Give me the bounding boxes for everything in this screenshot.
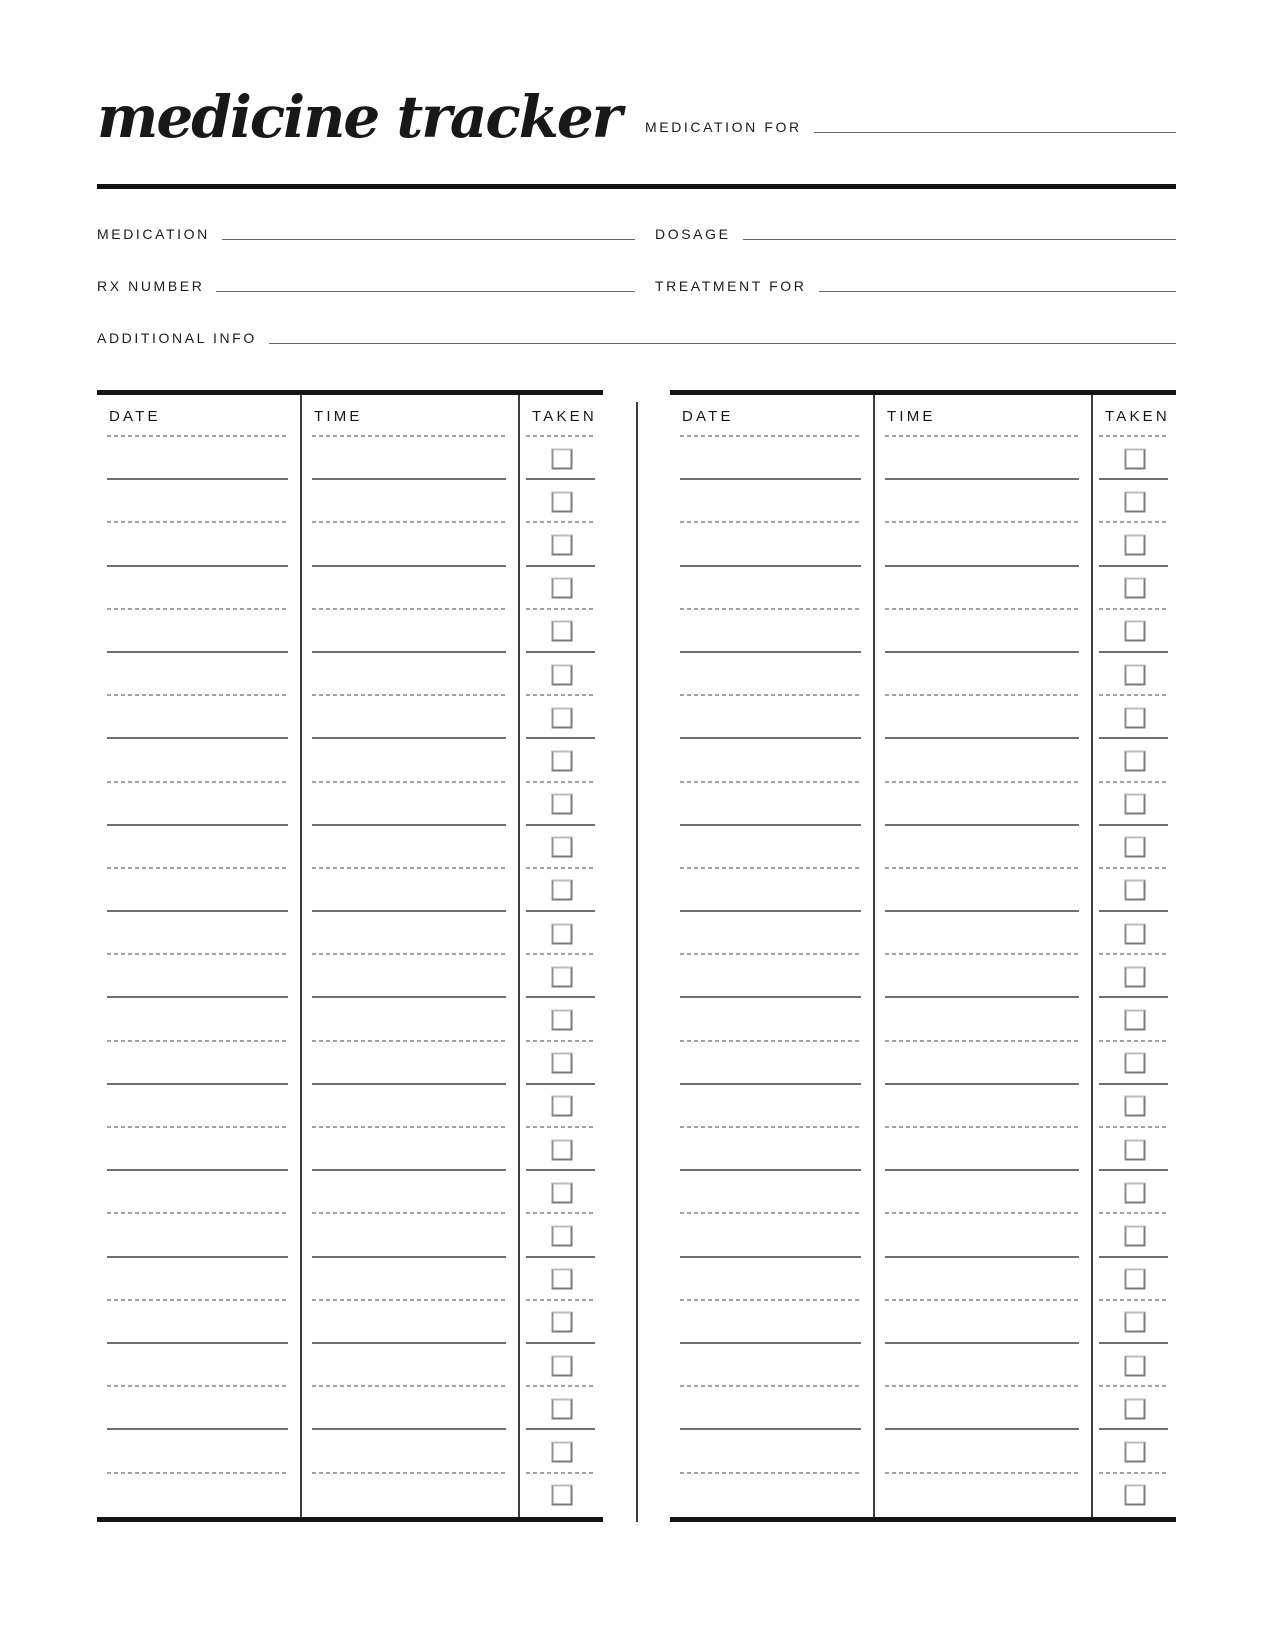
log-row: [670, 1344, 1176, 1387]
time-input-cell[interactable]: [875, 998, 1093, 1041]
taken-checkbox[interactable]: [551, 448, 572, 469]
taken-checkbox[interactable]: [1124, 1355, 1145, 1376]
log-row: [670, 1214, 1176, 1257]
taken-cell: [520, 783, 603, 826]
date-input-cell[interactable]: [670, 437, 875, 480]
log-row: [670, 998, 1176, 1041]
taken-cell: [520, 567, 603, 610]
log-row: [97, 783, 603, 826]
taken-cell: [520, 1214, 603, 1257]
date-input-cell[interactable]: [670, 869, 875, 912]
taken-cell: [1093, 1474, 1176, 1517]
log-row: [97, 1474, 603, 1517]
date-input-cell[interactable]: [670, 1085, 875, 1128]
treatment-for-label: TREATMENT FOR: [655, 278, 807, 294]
taken-checkbox[interactable]: [551, 1010, 572, 1031]
date-input-cell[interactable]: [97, 1258, 302, 1301]
taken-checkbox[interactable]: [1124, 794, 1145, 815]
taken-checkbox[interactable]: [1124, 448, 1145, 469]
date-input-cell[interactable]: [97, 1171, 302, 1214]
date-input-cell[interactable]: [670, 1128, 875, 1171]
taken-cell: [1093, 1085, 1176, 1128]
taken-cell: [520, 1387, 603, 1430]
column-header-time: TIME: [302, 395, 520, 437]
table-body: [670, 437, 1176, 1517]
taken-checkbox[interactable]: [551, 1355, 572, 1376]
log-row: [670, 480, 1176, 523]
time-input-cell[interactable]: [875, 1128, 1093, 1171]
time-input-cell[interactable]: [302, 1214, 520, 1257]
taken-checkbox[interactable]: [551, 578, 572, 599]
date-input-cell[interactable]: [670, 955, 875, 998]
taken-checkbox[interactable]: [551, 534, 572, 555]
write-in-line: [885, 1515, 1079, 1517]
taken-checkbox[interactable]: [1124, 1398, 1145, 1419]
time-input-cell[interactable]: [302, 1258, 520, 1301]
taken-cell: [520, 480, 603, 523]
time-input-cell[interactable]: [875, 739, 1093, 782]
taken-cell: [520, 523, 603, 566]
log-row: [670, 567, 1176, 610]
log-row: [97, 1042, 603, 1085]
taken-checkbox[interactable]: [1124, 664, 1145, 685]
log-row: [97, 1258, 603, 1301]
taken-cell: [520, 1301, 603, 1344]
taken-cell: [1093, 1301, 1176, 1344]
medication-for-label: MEDICATION FOR: [645, 119, 802, 135]
time-input-cell[interactable]: [875, 1430, 1093, 1473]
log-row: [97, 1171, 603, 1214]
log-row: [670, 437, 1176, 480]
time-input-cell[interactable]: [875, 1344, 1093, 1387]
taken-cell: [1093, 523, 1176, 566]
taken-cell: [520, 653, 603, 696]
additional-info-field: [97, 293, 1176, 345]
taken-checkbox[interactable]: [1124, 1312, 1145, 1333]
taken-checkbox[interactable]: [551, 1139, 572, 1160]
log-row: [670, 739, 1176, 782]
write-in-line: [680, 1515, 861, 1517]
date-input-cell[interactable]: [670, 1474, 875, 1517]
date-input-cell[interactable]: [670, 1387, 875, 1430]
date-input-cell[interactable]: [670, 739, 875, 782]
taken-checkbox[interactable]: [1124, 837, 1145, 858]
taken-checkbox[interactable]: [1124, 923, 1145, 944]
taken-cell: [520, 826, 603, 869]
date-input-cell[interactable]: [670, 523, 875, 566]
taken-checkbox[interactable]: [551, 707, 572, 728]
taken-checkbox[interactable]: [551, 880, 572, 901]
date-input-cell[interactable]: [670, 826, 875, 869]
log-row: [670, 653, 1176, 696]
taken-cell: [520, 1042, 603, 1085]
taken-checkbox[interactable]: [1124, 1010, 1145, 1031]
table-gap: [603, 390, 670, 1522]
time-input-cell[interactable]: [875, 1214, 1093, 1257]
taken-cell: [1093, 1214, 1176, 1257]
write-in-line: [1099, 1515, 1168, 1517]
taken-checkbox[interactable]: [551, 491, 572, 512]
taken-cell: [520, 955, 603, 998]
date-input-cell[interactable]: [670, 912, 875, 955]
log-row: [670, 912, 1176, 955]
taken-cell: [520, 1128, 603, 1171]
log-row: [97, 1128, 603, 1171]
taken-cell: [520, 1474, 603, 1517]
time-input-cell[interactable]: [875, 523, 1093, 566]
taken-checkbox[interactable]: [1124, 1225, 1145, 1246]
date-input-cell[interactable]: [97, 1042, 302, 1085]
date-input-cell[interactable]: [97, 653, 302, 696]
time-input-cell[interactable]: [302, 1085, 520, 1128]
taken-cell: [520, 1258, 603, 1301]
log-row: [97, 1430, 603, 1473]
column-header-taken: TAKEN: [520, 395, 603, 437]
time-input-cell[interactable]: [302, 912, 520, 955]
time-input-cell[interactable]: [302, 955, 520, 998]
taken-cell: [1093, 653, 1176, 696]
column-header-taken: TAKEN: [1093, 395, 1176, 437]
time-input-cell[interactable]: [302, 480, 520, 523]
taken-checkbox[interactable]: [1124, 707, 1145, 728]
taken-cell: [520, 1344, 603, 1387]
column-header-date: DATE: [97, 395, 302, 437]
date-input-cell[interactable]: [670, 1171, 875, 1214]
time-input-cell[interactable]: [875, 826, 1093, 869]
taken-cell: [1093, 998, 1176, 1041]
page-title: medicine tracker: [97, 83, 621, 152]
log-row: [670, 1387, 1176, 1430]
taken-checkbox[interactable]: [1124, 1053, 1145, 1074]
taken-cell: [520, 1085, 603, 1128]
time-input-cell[interactable]: [302, 739, 520, 782]
taken-checkbox[interactable]: [551, 1269, 572, 1290]
date-input-cell[interactable]: [670, 1430, 875, 1473]
rx-number-input-line[interactable]: [216, 291, 635, 293]
log-row: [97, 739, 603, 782]
taken-cell: [1093, 610, 1176, 653]
time-input-cell[interactable]: [302, 1387, 520, 1430]
log-row: [97, 1085, 603, 1128]
log-row: [670, 1301, 1176, 1344]
taken-cell: [520, 1430, 603, 1473]
date-input-cell[interactable]: [97, 1301, 302, 1344]
dosage-label: DOSAGE: [655, 226, 731, 242]
time-input-cell[interactable]: [302, 1474, 520, 1517]
date-input-cell[interactable]: [670, 653, 875, 696]
taken-checkbox[interactable]: [551, 750, 572, 771]
date-input-cell[interactable]: [97, 1474, 302, 1517]
page-header: [97, 55, 1176, 150]
taken-checkbox[interactable]: [1124, 1441, 1145, 1462]
dosage-field: [655, 189, 1176, 241]
time-input-cell[interactable]: [302, 610, 520, 653]
date-input-cell[interactable]: [97, 1128, 302, 1171]
time-input-cell[interactable]: [875, 1042, 1093, 1085]
date-input-cell[interactable]: [670, 567, 875, 610]
taken-checkbox[interactable]: [551, 664, 572, 685]
date-input-cell[interactable]: [97, 1214, 302, 1257]
taken-cell: [520, 998, 603, 1041]
taken-checkbox[interactable]: [551, 1441, 572, 1462]
treatment-for-field: [655, 241, 1176, 293]
medication-input-line[interactable]: [222, 239, 635, 241]
log-row: [97, 567, 603, 610]
taken-checkbox[interactable]: [551, 1096, 572, 1117]
taken-checkbox[interactable]: [551, 621, 572, 642]
taken-checkbox[interactable]: [551, 1053, 572, 1074]
date-input-cell[interactable]: [97, 567, 302, 610]
time-input-cell[interactable]: [302, 1430, 520, 1473]
log-row: [97, 1301, 603, 1344]
time-input-cell[interactable]: [302, 1301, 520, 1344]
date-input-cell[interactable]: [97, 826, 302, 869]
time-input-cell[interactable]: [302, 523, 520, 566]
taken-checkbox[interactable]: [551, 923, 572, 944]
time-input-cell[interactable]: [875, 912, 1093, 955]
taken-cell: [1093, 1128, 1176, 1171]
time-input-cell[interactable]: [875, 610, 1093, 653]
log-row: [670, 696, 1176, 739]
taken-checkbox[interactable]: [551, 794, 572, 815]
taken-cell: [1093, 1387, 1176, 1430]
time-input-cell[interactable]: [875, 955, 1093, 998]
time-input-cell[interactable]: [875, 1474, 1093, 1517]
date-input-cell[interactable]: [97, 696, 302, 739]
taken-cell: [1093, 437, 1176, 480]
taken-checkbox[interactable]: [551, 1398, 572, 1419]
taken-cell: [1093, 869, 1176, 912]
table-header-row: [97, 395, 603, 437]
log-row: [97, 955, 603, 998]
date-input-cell[interactable]: [97, 480, 302, 523]
date-input-cell[interactable]: [97, 1430, 302, 1473]
medication-log-table-right: [670, 390, 1176, 1522]
date-input-cell[interactable]: [670, 1301, 875, 1344]
taken-checkbox[interactable]: [1124, 578, 1145, 599]
log-row: [97, 1214, 603, 1257]
log-row: [670, 783, 1176, 826]
log-row: [97, 998, 603, 1041]
medication-log-table-left: [97, 390, 603, 1522]
date-input-cell[interactable]: [670, 610, 875, 653]
date-input-cell[interactable]: [670, 696, 875, 739]
time-input-cell[interactable]: [875, 696, 1093, 739]
log-row: [97, 1387, 603, 1430]
rx-number-label: RX NUMBER: [97, 278, 205, 294]
log-row: [97, 826, 603, 869]
date-input-cell[interactable]: [97, 912, 302, 955]
time-input-cell[interactable]: [302, 783, 520, 826]
additional-info-input-line[interactable]: [269, 343, 1176, 345]
time-input-cell[interactable]: [302, 1344, 520, 1387]
time-input-cell[interactable]: [875, 1085, 1093, 1128]
log-row: [97, 696, 603, 739]
time-input-cell[interactable]: [302, 437, 520, 480]
write-in-line: [526, 1515, 595, 1517]
date-input-cell[interactable]: [670, 480, 875, 523]
table-body: [97, 437, 603, 1517]
log-row: [670, 1042, 1176, 1085]
time-input-cell[interactable]: [875, 437, 1093, 480]
taken-checkbox[interactable]: [1124, 880, 1145, 901]
log-row: [670, 610, 1176, 653]
taken-checkbox[interactable]: [1124, 1269, 1145, 1290]
time-input-cell[interactable]: [302, 696, 520, 739]
taken-checkbox[interactable]: [1124, 534, 1145, 555]
write-in-line: [312, 1515, 506, 1517]
write-in-line: [107, 1515, 288, 1517]
taken-checkbox[interactable]: [1124, 1485, 1145, 1506]
time-input-cell[interactable]: [302, 653, 520, 696]
date-input-cell[interactable]: [97, 998, 302, 1041]
taken-checkbox[interactable]: [551, 1485, 572, 1506]
taken-cell: [520, 739, 603, 782]
time-input-cell[interactable]: [875, 869, 1093, 912]
time-input-cell[interactable]: [875, 1387, 1093, 1430]
date-input-cell[interactable]: [97, 437, 302, 480]
taken-cell: [1093, 912, 1176, 955]
time-input-cell[interactable]: [875, 1301, 1093, 1344]
dosage-input-line[interactable]: [743, 239, 1176, 241]
log-row: [97, 653, 603, 696]
time-input-cell[interactable]: [302, 1042, 520, 1085]
taken-cell: [1093, 1430, 1176, 1473]
time-input-cell[interactable]: [302, 1128, 520, 1171]
time-input-cell[interactable]: [302, 826, 520, 869]
taken-cell: [1093, 1042, 1176, 1085]
medication-for-input-line[interactable]: [814, 132, 1176, 134]
taken-checkbox[interactable]: [551, 1225, 572, 1246]
taken-cell: [520, 696, 603, 739]
log-row: [670, 1430, 1176, 1473]
log-row: [97, 869, 603, 912]
date-input-cell[interactable]: [97, 955, 302, 998]
taken-cell: [520, 912, 603, 955]
date-input-cell[interactable]: [97, 523, 302, 566]
column-header-time: TIME: [875, 395, 1093, 437]
taken-checkbox[interactable]: [1124, 750, 1145, 771]
taken-checkbox[interactable]: [1124, 1096, 1145, 1117]
time-input-cell[interactable]: [302, 1171, 520, 1214]
taken-cell: [520, 1171, 603, 1214]
taken-cell: [1093, 783, 1176, 826]
rx-number-field: [97, 241, 635, 293]
taken-cell: [1093, 1258, 1176, 1301]
date-input-cell[interactable]: [97, 739, 302, 782]
taken-checkbox[interactable]: [551, 837, 572, 858]
log-row: [670, 955, 1176, 998]
date-input-cell[interactable]: [670, 1344, 875, 1387]
log-row: [670, 826, 1176, 869]
log-tables-section: [97, 390, 1176, 1522]
time-input-cell[interactable]: [302, 998, 520, 1041]
taken-checkbox[interactable]: [551, 1182, 572, 1203]
date-input-cell[interactable]: [97, 1085, 302, 1128]
taken-cell: [1093, 567, 1176, 610]
taken-cell: [1093, 480, 1176, 523]
date-input-cell[interactable]: [670, 783, 875, 826]
table-header-row: [670, 395, 1176, 437]
time-input-cell[interactable]: [875, 1258, 1093, 1301]
log-row: [670, 1258, 1176, 1301]
taken-cell: [1093, 826, 1176, 869]
log-row: [670, 1171, 1176, 1214]
date-input-cell[interactable]: [97, 869, 302, 912]
taken-cell: [1093, 696, 1176, 739]
log-row: [97, 912, 603, 955]
prescription-info-section: [97, 189, 1176, 345]
log-row: [97, 610, 603, 653]
medication-label: MEDICATION: [97, 226, 210, 242]
treatment-for-input-line[interactable]: [819, 291, 1176, 293]
log-row: [97, 480, 603, 523]
time-input-cell[interactable]: [302, 567, 520, 610]
taken-checkbox[interactable]: [1124, 1139, 1145, 1160]
medication-field: [97, 189, 635, 241]
taken-checkbox[interactable]: [1124, 621, 1145, 642]
log-row: [97, 1344, 603, 1387]
log-row: [670, 1474, 1176, 1517]
log-row: [670, 869, 1176, 912]
log-row: [670, 523, 1176, 566]
date-input-cell[interactable]: [97, 783, 302, 826]
column-header-date: DATE: [670, 395, 875, 437]
taken-cell: [520, 437, 603, 480]
log-row: [670, 1085, 1176, 1128]
time-input-cell[interactable]: [302, 869, 520, 912]
time-input-cell[interactable]: [875, 653, 1093, 696]
log-row: [97, 523, 603, 566]
log-row: [97, 437, 603, 480]
medication-for-field: [645, 120, 1176, 134]
taken-cell: [1093, 1171, 1176, 1214]
taken-cell: [520, 869, 603, 912]
time-input-cell[interactable]: [875, 783, 1093, 826]
taken-checkbox[interactable]: [1124, 966, 1145, 987]
taken-checkbox[interactable]: [551, 1312, 572, 1333]
date-input-cell[interactable]: [97, 610, 302, 653]
time-input-cell[interactable]: [875, 567, 1093, 610]
taken-cell: [1093, 739, 1176, 782]
time-input-cell[interactable]: [875, 1171, 1093, 1214]
tables-divider: [636, 402, 638, 1522]
time-input-cell[interactable]: [875, 480, 1093, 523]
taken-cell: [1093, 955, 1176, 998]
date-input-cell[interactable]: [670, 1258, 875, 1301]
taken-checkbox[interactable]: [551, 966, 572, 987]
taken-checkbox[interactable]: [1124, 491, 1145, 512]
date-input-cell[interactable]: [670, 1042, 875, 1085]
date-input-cell[interactable]: [670, 998, 875, 1041]
taken-cell: [520, 610, 603, 653]
log-row: [670, 1128, 1176, 1171]
date-input-cell[interactable]: [97, 1387, 302, 1430]
taken-checkbox[interactable]: [1124, 1182, 1145, 1203]
taken-cell: [1093, 1344, 1176, 1387]
date-input-cell[interactable]: [670, 1214, 875, 1257]
additional-info-label: ADDITIONAL INFO: [97, 330, 257, 346]
date-input-cell[interactable]: [97, 1344, 302, 1387]
